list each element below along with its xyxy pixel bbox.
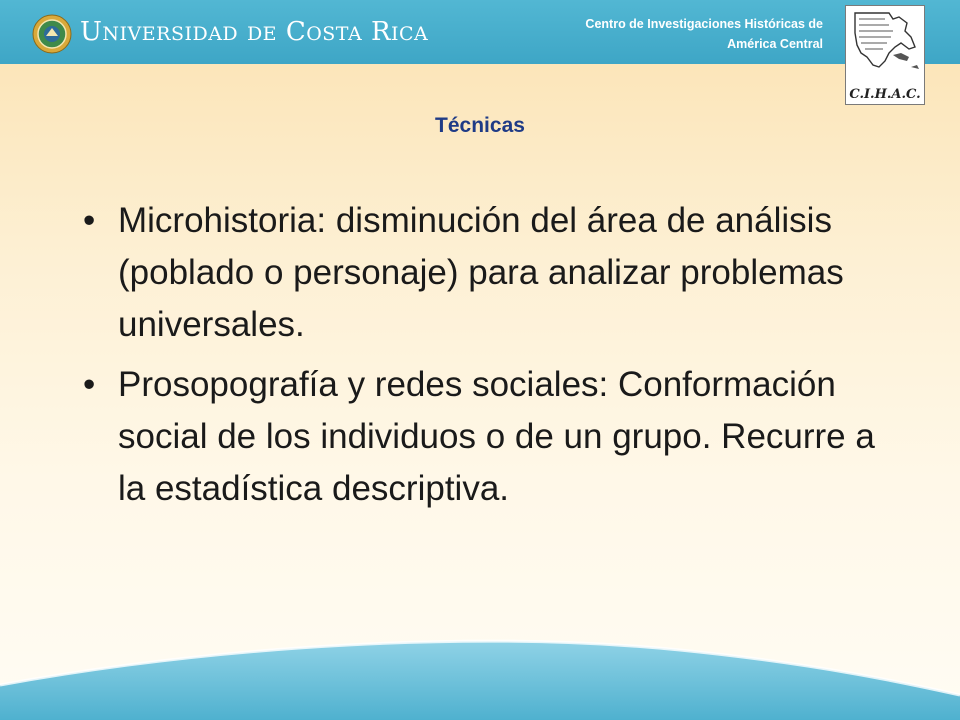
slide-title: Técnicas (435, 114, 525, 137)
bullet-item (80, 195, 880, 351)
center-name-line-1: Centro de Investigaciones Históricas de (585, 17, 823, 31)
bullet-marker: • (83, 365, 96, 404)
university-seal-icon (32, 14, 72, 54)
bullet-text: Microhistoria: disminución del área de análisis (poblado o personaje) para analizar problemas universales. (118, 201, 844, 344)
header-bar (0, 0, 960, 64)
cihac-logo (845, 5, 925, 105)
bullet-text: Prosopografía y redes sociales: Conformación social de los individuos o de un grupo. Recurre a la estadística descriptiva. (118, 365, 875, 508)
center-name-line-2: América Central (727, 37, 823, 51)
research-center-name (563, 14, 823, 54)
cihac-label: C.I.H.A.C. (849, 87, 921, 102)
bullet-list (80, 195, 880, 523)
university-name: UNIVERSIDAD DE COSTA RICA (80, 17, 429, 47)
bullet-item (80, 359, 880, 515)
central-america-map-icon (849, 9, 921, 81)
footer-wave (0, 600, 960, 720)
bullet-marker: • (83, 201, 96, 240)
